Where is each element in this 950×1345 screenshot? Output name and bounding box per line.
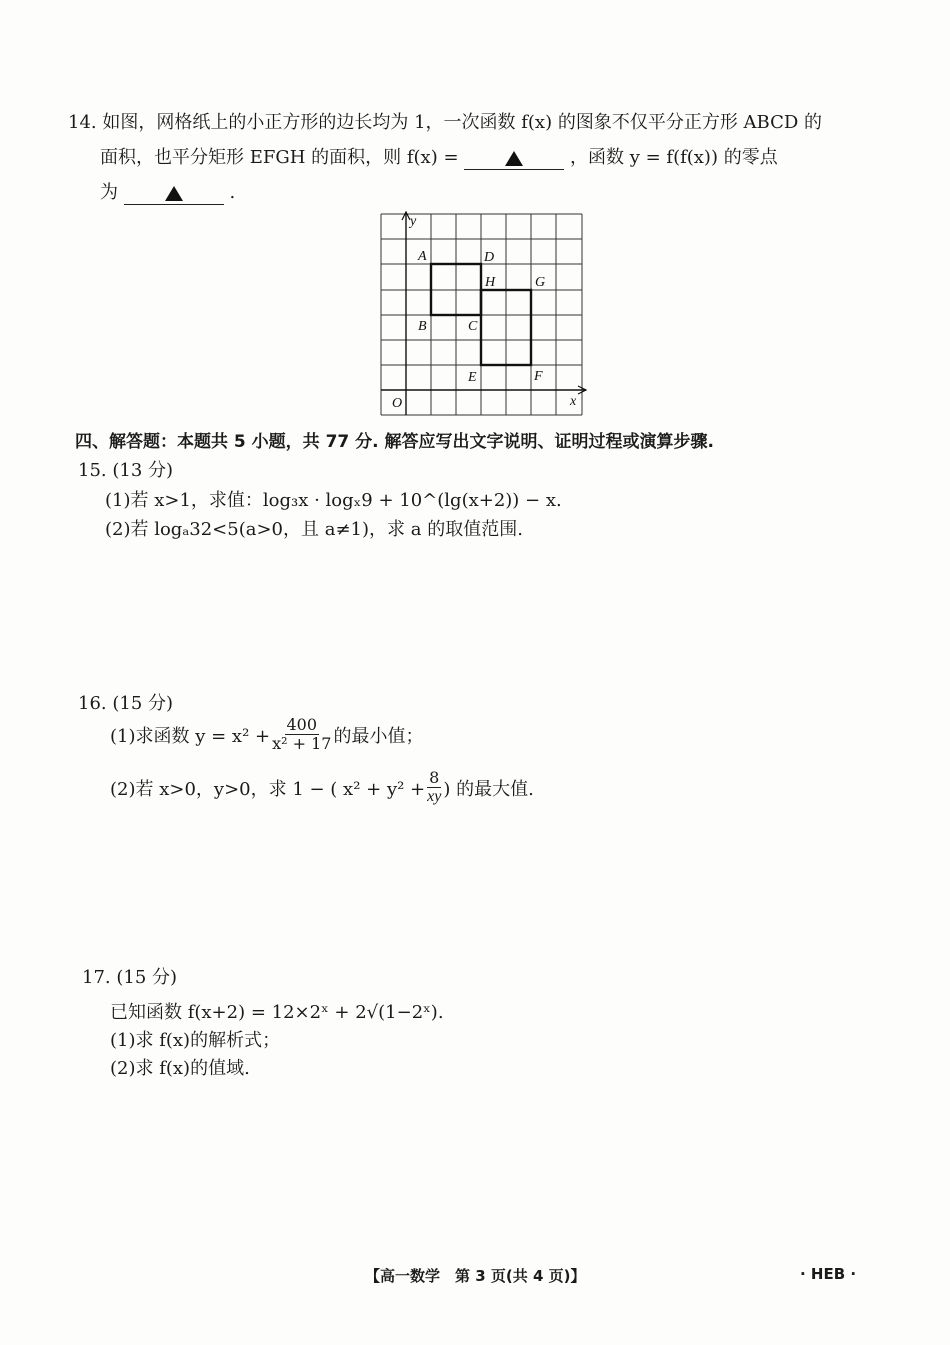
label-B: B: [418, 319, 427, 334]
label-C: C: [468, 319, 478, 334]
q14-line3: [100, 178, 235, 205]
q15-head: 15. (13 分): [78, 460, 174, 481]
page-footer: 【高一数学 第 3 页(共 4 页)】: [365, 1267, 586, 1285]
label-F: F: [534, 369, 543, 384]
origin-label: O: [392, 396, 403, 411]
q15-part2: (2)若 logₐ32<5(a>0，且 a≠1)，求 a 的取值范围.: [105, 519, 523, 540]
fraction-numerator: 400: [286, 715, 318, 734]
label-G: G: [535, 275, 546, 290]
footer-code: · HEB ·: [800, 1265, 857, 1283]
fraction-numerator: 8: [429, 768, 440, 787]
y-axis-label: y: [410, 214, 417, 229]
q16-part2-text: (2)若 x>0，y>0，求 1 − ( x² + y² +: [110, 778, 426, 800]
section-heading: 四、解答题：本题共 5 小题，共 77 分. 解答应写出文字说明、证明过程或演算步骤.: [75, 432, 714, 452]
triangle-icon: [165, 186, 183, 201]
fraction-denominator: x² + 17: [272, 734, 332, 753]
answer-blank-2[interactable]: [124, 184, 224, 205]
q14-line2-rest: ，函数 y = f(f(x)) 的零点: [570, 147, 778, 168]
q14-line3-text: 为: [100, 182, 118, 203]
q14-line3-end: .: [229, 182, 236, 203]
triangle-icon: [505, 151, 523, 166]
grid-figure: [378, 211, 588, 419]
label-D: D: [484, 250, 495, 265]
q16-part1-text: (1)求函数 y = x² +: [110, 725, 271, 747]
label-A: A: [418, 249, 427, 264]
q17-given: 已知函数 f(x+2) = 12×2ˣ + 2√(1−2ˣ).: [110, 1002, 444, 1023]
q15-part1: (1)若 x>1，求值：log₃x · logₓ9 + 10^(lg(x+2)) − x.: [105, 490, 562, 511]
answer-blank-1[interactable]: [464, 149, 564, 170]
q17-head: 17. (15 分): [82, 967, 178, 988]
q16-part1: [110, 716, 423, 753]
x-axis-label: x: [570, 394, 577, 409]
q14-line2: [100, 143, 778, 170]
q16-part1-end: 的最小值；: [333, 725, 424, 747]
fraction-denominator: xy: [427, 788, 442, 805]
q17-part1: (1)求 f(x)的解析式；: [110, 1030, 281, 1051]
q16-head: 16. (15 分): [78, 693, 174, 714]
label-H: H: [485, 275, 496, 290]
fraction-8: [427, 769, 441, 806]
q14-line1: 14. 如图，网格纸上的小正方形的边长均为 1，一次函数 f(x) 的图象不仅平分正方形 ABCD 的: [68, 112, 823, 133]
q14-line2-text: 面积，也平分矩形 EFGH 的面积，则 f(x) =: [100, 147, 459, 168]
fraction-400: [272, 716, 331, 753]
q17-part2: (2)求 f(x)的值域.: [110, 1058, 250, 1079]
q16-part2-end: ) 的最大值.: [443, 778, 534, 800]
label-E: E: [468, 370, 477, 385]
q16-part2: [110, 769, 534, 806]
